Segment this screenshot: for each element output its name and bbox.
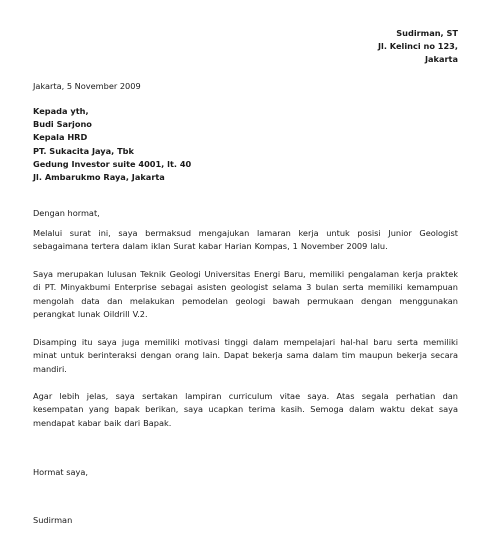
signature-name: Sudirman bbox=[33, 515, 73, 525]
body-paragraph-qualifications: Saya merupakan lulusan Teknik Geologi Universitas Energi Baru, memiliki pengalaman kerja praktek di PT. Minyakbumi Enterprise sebagai asisten geologist selama 3 bulan serta memiliki kemampuan mengolah data dan melakukan pemodelan geologi bawah permukaan dengan menggunakan perangkat lunak Oildrill V.2. bbox=[33, 269, 458, 320]
letter-date: Jakarta, 5 November 2009 bbox=[33, 81, 141, 91]
sender-block bbox=[378, 27, 458, 66]
recipient-building: Gedung Investor suite 4001, lt. 40 bbox=[33, 158, 192, 169]
greeting: Dengan hormat, bbox=[33, 208, 100, 218]
recipient-name: Budi Sarjono bbox=[33, 119, 92, 130]
body-paragraph-closing: Agar lebih jelas, saya sertakan lampiran curriculum vitae saya. Atas segala perhatian dan kesempatan yang bapak berikan, saya ucapkan terima kasih. Semoga dalam waktu dekat saya mendapat kabar baik dari Bapak. bbox=[33, 391, 458, 428]
sender-address: Jl. Kelinci no 123, bbox=[377, 41, 458, 51]
body-paragraph-intro: Melalui surat ini, saya bermaksud mengajukan lamaran kerja untuk posisi Junior Geologist sebagaimana tertera dalam iklan Surat kabar Harian Kompas, 1 November 2009 lalu. bbox=[33, 228, 458, 252]
recipient-street: Jl. Ambarukmo Raya, Jakarta bbox=[33, 172, 165, 183]
sender-city: Jakarta bbox=[424, 54, 458, 64]
recipient-position: Kepala HRD bbox=[33, 132, 88, 143]
sender-name: Sudirman, ST bbox=[396, 28, 458, 38]
recipient-company: PT. Sukacita Jaya, Tbk bbox=[33, 145, 134, 156]
recipient-block bbox=[33, 105, 191, 184]
closing-salutation: Hormat saya, bbox=[33, 467, 88, 477]
recipient-salutation: Kepada yth, bbox=[33, 106, 89, 116]
body-paragraph-motivation: Disamping itu saya juga memiliki motivasi tinggi dalam mempelajari hal-hal baru serta memiliki minat untuk berinteraksi dengan orang lain. Dapat bekerja sama dalam tim maupun bekerja secara mandiri. bbox=[33, 337, 458, 374]
